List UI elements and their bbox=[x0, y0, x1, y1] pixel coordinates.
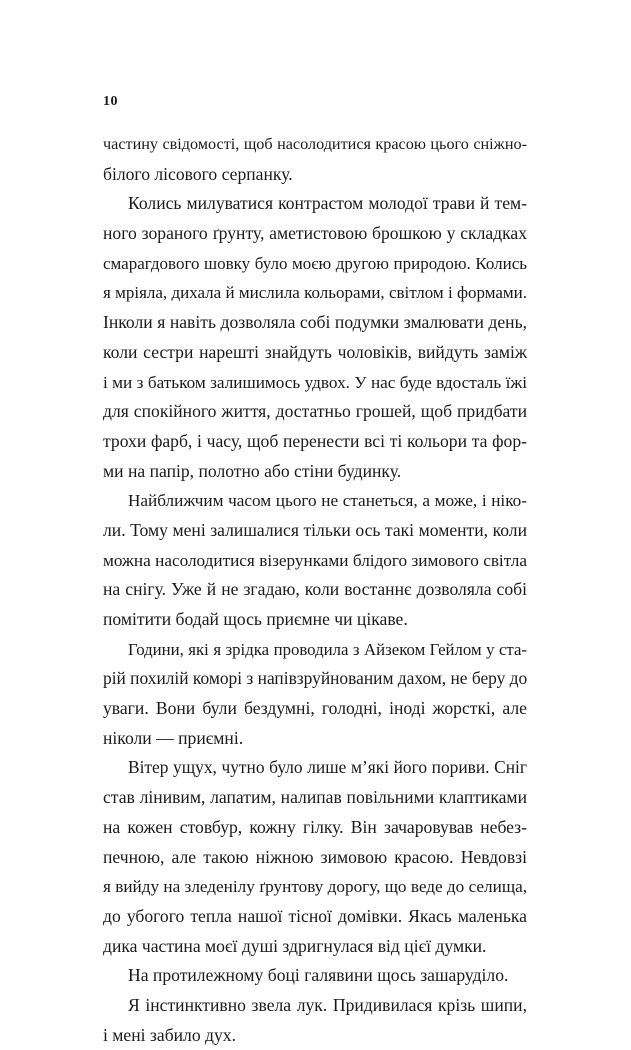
text-line: став лінивим, лапатим, налипав повільними клаптиками bbox=[103, 787, 527, 808]
page-number: 10 bbox=[103, 94, 118, 109]
text-line: Інколи я навіть дозволяла собі подумки змалювати день, bbox=[103, 312, 527, 333]
text-line: на снігу. Уже й не згадаю, коли востаннє дозволяла собі bbox=[103, 579, 527, 600]
text-line: рій похилій коморі з напівзруйнованим дахом, не беру до bbox=[103, 668, 528, 689]
text-line: уваги. Вони були бездумні, голодні, іноді жорсткі, але bbox=[103, 698, 527, 719]
text-line: Колись милуватися контрастом молодої трави й тем- bbox=[128, 193, 527, 214]
text-line: я вийду на зледенілу ґрунтову дорогу, що веде до селища, bbox=[103, 877, 527, 897]
text-line: помітити бодай щось приємне чи цікаве. bbox=[103, 609, 408, 629]
text-line: на кожен стовбур, кожну гілку. Він зачаровував небез- bbox=[103, 816, 527, 837]
text-line: Найближчим часом цього не станеться, а може, і ніко- bbox=[128, 491, 527, 511]
body-text bbox=[103, 130, 527, 1050]
text-line: ли. Тому мені залишалися тільки ось такі моменти, коли bbox=[103, 519, 527, 540]
text-line: Вітер ущух, чутно було лише м’які його пориви. Сніг bbox=[128, 757, 527, 778]
text-line: ми на папір, полотно або стіни будинку. bbox=[103, 460, 402, 481]
text-line: печною, але такою ніжною зимовою красою. Невдовзі bbox=[103, 846, 527, 867]
text-line: я мріяла, дихала й мислила кольорами, світлом і формами. bbox=[103, 283, 527, 303]
text-line: На протилежному боці галявини щось зашаруділо. bbox=[128, 965, 509, 986]
text-line: білого лісового серпанку. bbox=[103, 163, 293, 184]
text-line: для спокійного життя, достатньо грошей, щоб придбати bbox=[103, 401, 527, 422]
text-line: Години, які я зрідка проводила з Айзеком Гейлом у ста- bbox=[128, 639, 527, 659]
text-line: ного зораного ґрунту, аметистовою брошкою у складках bbox=[103, 223, 527, 244]
text-line: Я інстинктивно звела лук. Придивилася крізь шипи, bbox=[128, 994, 527, 1015]
text-line: можна насолодитися візерунками блідого зимового світла bbox=[103, 550, 527, 570]
text-line: трохи фарб, і часу, щоб перенести всі ті кольори та фор- bbox=[103, 430, 527, 451]
text-line: частину свідомості, щоб насолодитися красою цього сніжно- bbox=[103, 135, 527, 153]
text-line: і ми з батьком залишимось удвох. У нас буде вдосталь їжі bbox=[103, 372, 527, 392]
text-line: смарагдового шовку було моєю другою природою. Колись bbox=[103, 253, 527, 273]
text-line: і мені забило дух. bbox=[103, 1024, 236, 1045]
text-line: дика частина моєї душі здригнулася від цієї думки. bbox=[103, 935, 487, 956]
text-line: ніколи — приємні. bbox=[103, 727, 244, 748]
text-line: коли сестри нарешті знайдуть чоловіків, вийдуть заміж bbox=[103, 341, 527, 362]
text-line: до убогого тепла нашої тісної домівки. Якась маленька bbox=[103, 905, 527, 926]
